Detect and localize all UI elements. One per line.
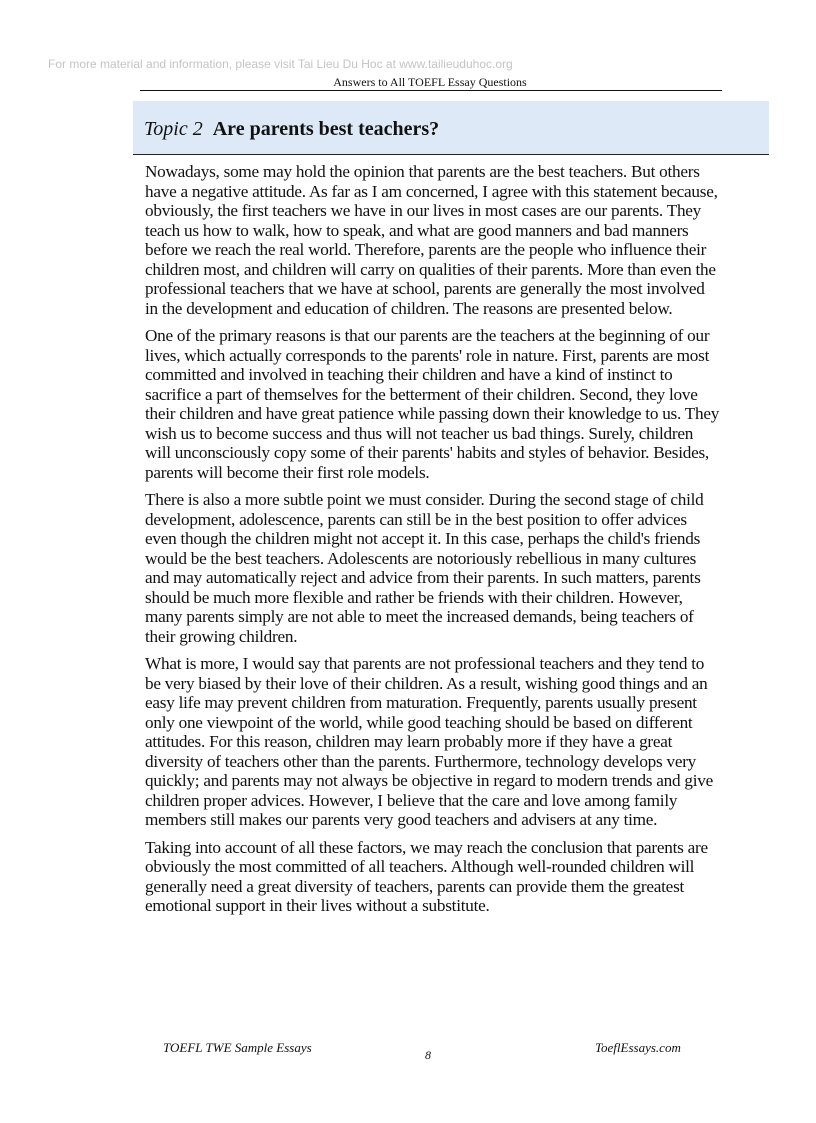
essay-paragraph-2: One of the primary reasons is that our parents are the teachers at the beginning of our lives, which actually corresponds to the parents' role in nature. First, parents are most committed and involved in teaching their children and have a kind of instinct to sacrifice a part of themselves for the betterment of their children. Second, they love their children and have great patience while passing down their knowledge to us. They wish us to become success and thus will not teacher us bad things. Surely, children will unconsciously copy some of their parents' habits and styles of behavior. Besides, parents will become their first role models.	[145, 326, 720, 482]
header-divider	[140, 90, 722, 91]
essay-paragraph-3: There is also a more subtle point we must consider. During the second stage of child development, adolescence, parents can still be in the best position to offer advices even though the children might not accept it. In this case, perhaps the child's friends would be the best teachers. Adolescents are notoriously rebellious in many cultures and may automatically reject and advice from their parents. In such matters, parents should be much more flexible and rather be friends with their children. However, many parents simply are not able to meet the increased demands, being teachers of their growing children.	[145, 490, 704, 646]
watermark-text: For more material and information, please visit Tai Lieu Du Hoc at www.tailieuduhoc.org	[48, 57, 513, 71]
essay-paragraph-4: What is more, I would say that parents are not professional teachers and they tend to be very biased by their love of their children. As a result, wishing good things and an easy life may prevent children from maturation. Frequently, parents usually present only one viewpoint of the world, while good teaching should be based on different attitudes. For this reason, children may learn probably more if they have a great diversity of teachers other than the parents. Furthermore, technology develops very quickly; and parents may not always be objective in regard to modern trends and give children proper advices. However, I believe that the care and love among family members still makes our parents very good teachers and advisers at any time.	[145, 654, 713, 829]
essay-paragraph-5: Taking into account of all these factors, we may reach the conclusion that parents are obviously the most committed of all teachers. Although well-rounded children will generally need a great diversity of teachers, parents can provide them the greatest emotional support in their lives without a substitute.	[145, 837, 708, 915]
topic-heading-band	[133, 101, 769, 155]
essay-body	[145, 162, 720, 924]
topic-label: Topic 2	[144, 118, 203, 140]
topic-title: Are parents best teachers?	[212, 118, 440, 140]
footer-book-title: TOEFL TWE Sample Essays	[163, 1040, 312, 1055]
footer-page-number: 8	[425, 1048, 431, 1062]
footer-site: ToeflEssays.com	[595, 1040, 681, 1055]
running-header: Answers to All TOEFL Essay Questions	[333, 75, 527, 89]
essay-paragraph-1: Nowadays, some may hold the opinion that parents are the best teachers. But others have a negative attitude. As far as I am concerned, I agree with this statement because, obviously, the first teachers we have in our lives in most cases are our parents. They teach us how to walk, how to speak, and what are good manners and bad manners before we reach the real world. Therefore, parents are the people who influence their children most, and children will carry on qualities of their parents. More than even the professional teachers that we have at school, parents are generally the most involved in the development and education of children. The reasons are presented below.	[145, 162, 718, 318]
